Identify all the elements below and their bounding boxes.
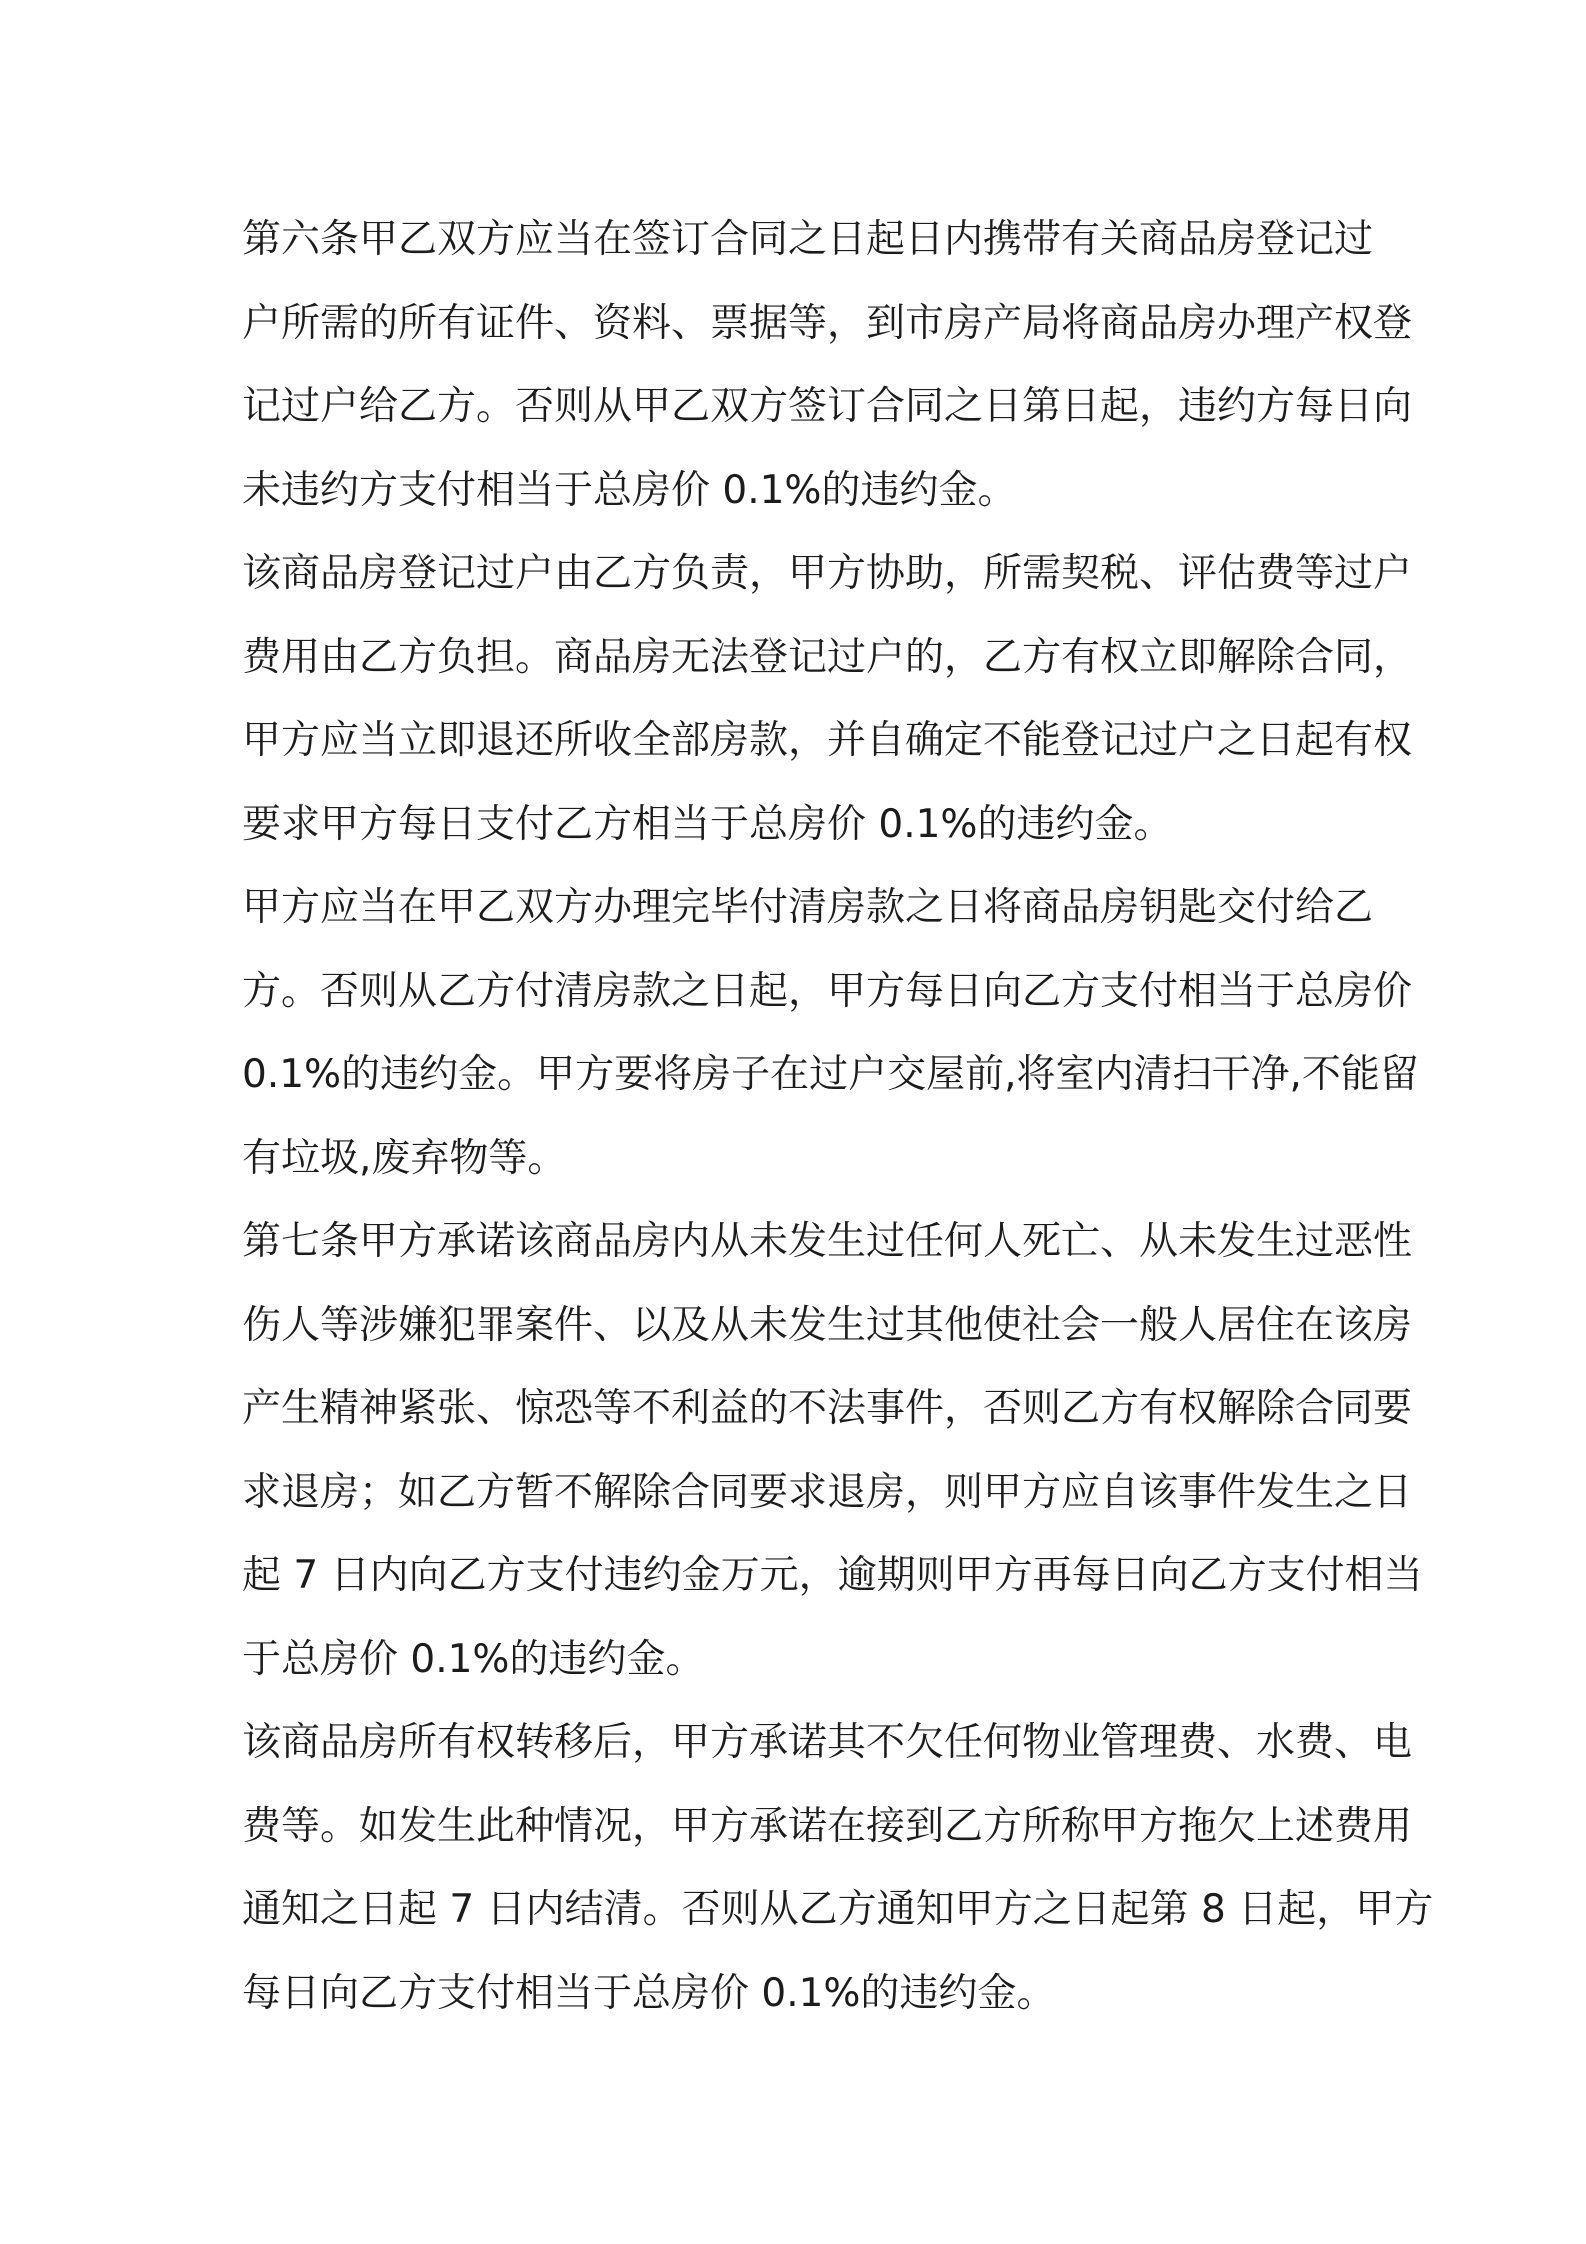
text-line: 起 7 日内向乙方支付违约金万元，逾期则甲方再每日向乙方支付相当 — [242, 1553, 1423, 1598]
text-line: 产生精神紧张、惊恐等不利益的不法事件，否则乙方有权解除合同要 — [242, 1386, 1413, 1431]
text-line: 户所需的所有证件、资料、票据等，到市房产局将商品房办理产权登 — [242, 300, 1413, 346]
paragraph-article-6 — [242, 198, 1413, 532]
text-line: 该商品房所有权转移后，甲方承诺其不欠任何物业管理费、水费、电 — [242, 1720, 1413, 1765]
text-line: 费用由乙方负担。商品房无法登记过户的，乙方有权立即解除合同， — [242, 634, 1413, 680]
text-line: 第六条甲乙双方应当在签订合同之日起日内携带有关商品房登记过 — [242, 217, 1374, 262]
text-line: 未违约方支付相当于总房价 0.1%的违约金。 — [242, 467, 1017, 513]
text-line: 0.1%的违约金。甲方要将房子在过户交屋前,将室内清扫干净,不能留 — [242, 1052, 1419, 1097]
text-line: 甲方应当在甲乙双方办理完毕付清房款之日将商品房钥匙交付给乙 — [242, 885, 1374, 930]
text-line: 于总房价 0.1%的违约金。 — [242, 1636, 705, 1682]
text-line: 甲方应当立即退还所收全部房款，并自确定不能登记过户之日起有权 — [242, 718, 1413, 763]
text-line: 要求甲方每日支付乙方相当于总房价 0.1%的违约金。 — [242, 801, 1173, 847]
text-line: 该商品房登记过户由乙方负责，甲方协助，所需契税、评估费等过户 — [242, 551, 1413, 596]
text-line: 求退房；如乙方暂不解除合同要求退房，则甲方应自该事件发生之日 — [242, 1469, 1413, 1515]
text-line: 第七条甲方承诺该商品房内从未发生过任何人死亡、从未发生过恶性 — [242, 1219, 1413, 1264]
paragraph-fees-settlement — [242, 1701, 1434, 2035]
text-line: 费等。如发生此种情况，甲方承诺在接到乙方所称甲方拖欠上述费用 — [242, 1803, 1413, 1849]
text-line: 伤人等涉嫌犯罪案件、以及从未发生过其他使社会一般人居住在该房 — [242, 1302, 1413, 1348]
paragraph-article-7 — [242, 1200, 1423, 1701]
text-line: 有垃圾,废弃物等。 — [242, 1135, 567, 1181]
document-body — [242, 198, 1434, 2035]
text-line: 记过户给乙方。否则从甲乙双方签订合同之日第日起，违约方每日向 — [242, 384, 1413, 429]
paragraph-transfer-registration — [242, 532, 1413, 866]
text-line: 通知之日起 7 日内结清。否则从乙方通知甲方之日起第 8 日起，甲方 — [242, 1887, 1434, 1932]
text-line: 每日向乙方支付相当于总房价 0.1%的违约金。 — [242, 1970, 1056, 2016]
paragraph-key-handover — [242, 866, 1419, 1200]
text-line: 方。否则从乙方付清房款之日起，甲方每日向乙方支付相当于总房价 — [242, 968, 1413, 1014]
